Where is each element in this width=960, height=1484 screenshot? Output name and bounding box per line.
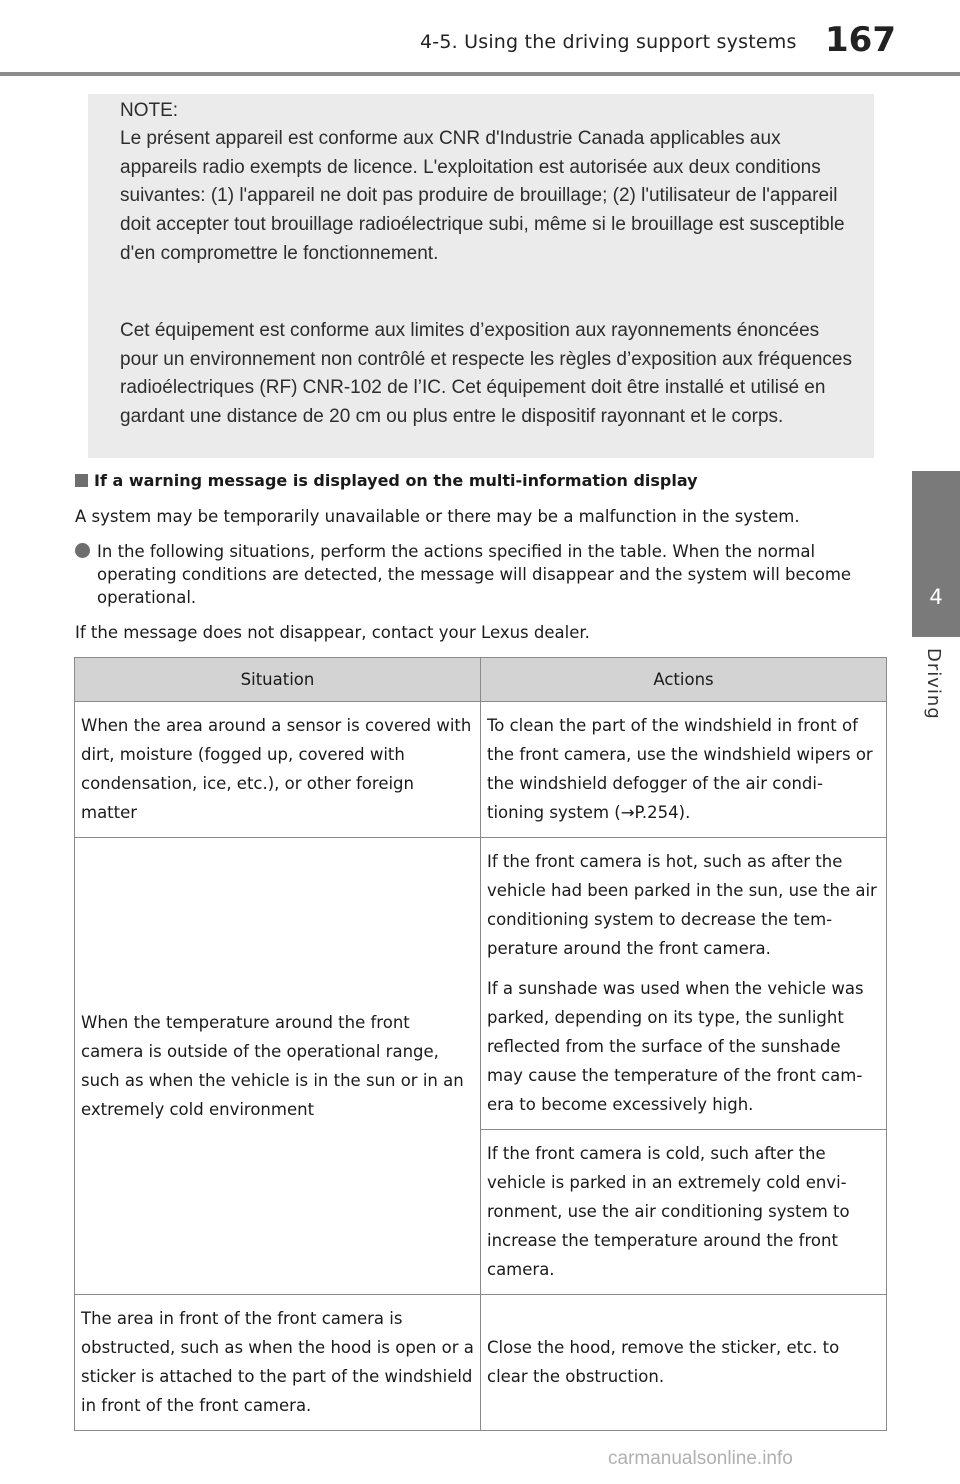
notice-paragraph-2: Cet équipement est conforme aux limites d’exposition aux rayonnements énoncées pour un environnement non contrôlé et respecte les règles d’exposition aux fréquences radioélectriques (RF) CNR-102 de l’IC. Cet équipement doit être installé et utilisé en gardant une distance de 20 cm ou plus entre le dispositif rayonnant et le corps.: [120, 320, 852, 428]
warning-actions-table: [74, 657, 886, 1415]
bullet-item: [75, 540, 890, 609]
chapter-label: Driving: [923, 648, 944, 720]
page-header: [0, 0, 960, 78]
regulatory-notice-image: [88, 94, 874, 458]
action-cell: To clean the part of the windshield in front of the front camera, use the windshield wipers or the windshield defogger of the air condi-tioning system (→P.254).: [481, 702, 887, 838]
section-heading: [75, 471, 698, 490]
table-row: [75, 838, 887, 1130]
square-bullet-icon: [75, 474, 88, 487]
section-title: 4-5. Using the driving support systems: [420, 31, 797, 53]
situation-cell: The area in front of the front camera is obstructed, such as when the hood is open or a sticker is attached to the part of the windshield in front of the front camera.: [75, 1295, 481, 1431]
chapter-tab: [912, 471, 960, 637]
action-cell: [481, 838, 887, 1130]
table-row: [75, 702, 887, 838]
chapter-number: 4: [929, 585, 943, 609]
action-paragraph: If a sunshade was used when the vehicle was parked, depending on its type, the sunlight reflected from the surface of the sunshade may cause the temperature of the front cam-era to become excessively high.: [487, 979, 864, 1114]
section-heading-text: If a warning message is displayed on the multi-information display: [94, 471, 698, 490]
action-cell: Close the hood, remove the sticker, etc. to clear the obstruction.: [481, 1295, 887, 1431]
bullet-text: In the following situations, perform the actions specified in the table. When the normal operating conditions are detected, the message will disappear and the system will become operational.: [97, 542, 852, 607]
header-actions: Actions: [481, 658, 887, 702]
action-cell: If the front camera is cold, such after the vehicle is parked in an extremely cold envi-ronment, use the air conditioning system to increase the temperature around the front camera.: [481, 1130, 887, 1295]
situation-cell: When the temperature around the front camera is outside of the operational range, such as when the vehicle is in the sun or in an extremely cold environment: [75, 838, 481, 1295]
page-number: 167: [825, 20, 896, 60]
contact-text: If the message does not disappear, contact your Lexus dealer.: [75, 623, 590, 642]
action-paragraph: If the front camera is hot, such as after the vehicle had been parked in the sun, use the air conditioning system to decrease the tem-perature around the front camera.: [487, 852, 877, 958]
site-watermark: carmanualsonline.info: [608, 1448, 793, 1469]
situation-cell: When the area around a sensor is covered with dirt, moisture (fogged up, covered with condensation, ice, etc.), or other foreign matter: [75, 702, 481, 838]
intro-text: A system may be temporarily unavailable or there may be a malfunction in the system.: [75, 507, 800, 526]
notice-title: NOTE:: [120, 100, 179, 121]
header-divider: [0, 72, 960, 76]
table-row: [75, 1295, 887, 1431]
notice-paragraph-1: Le présent appareil est conforme aux CNR d'Industrie Canada applicables aux appareils radio exempts de licence. L'exploitation est autorisée aux deux conditions suivantes: (1) l'appareil ne doit pas produire de brouillage; (2) l'utilisateur de l'appareil doit accepter tout brouillage radioélectrique subi, même si le brouillage est susceptible d'en compromettre le fonctionnement.: [120, 128, 845, 264]
round-bullet-icon: [75, 543, 90, 558]
header-situation: Situation: [75, 658, 481, 702]
